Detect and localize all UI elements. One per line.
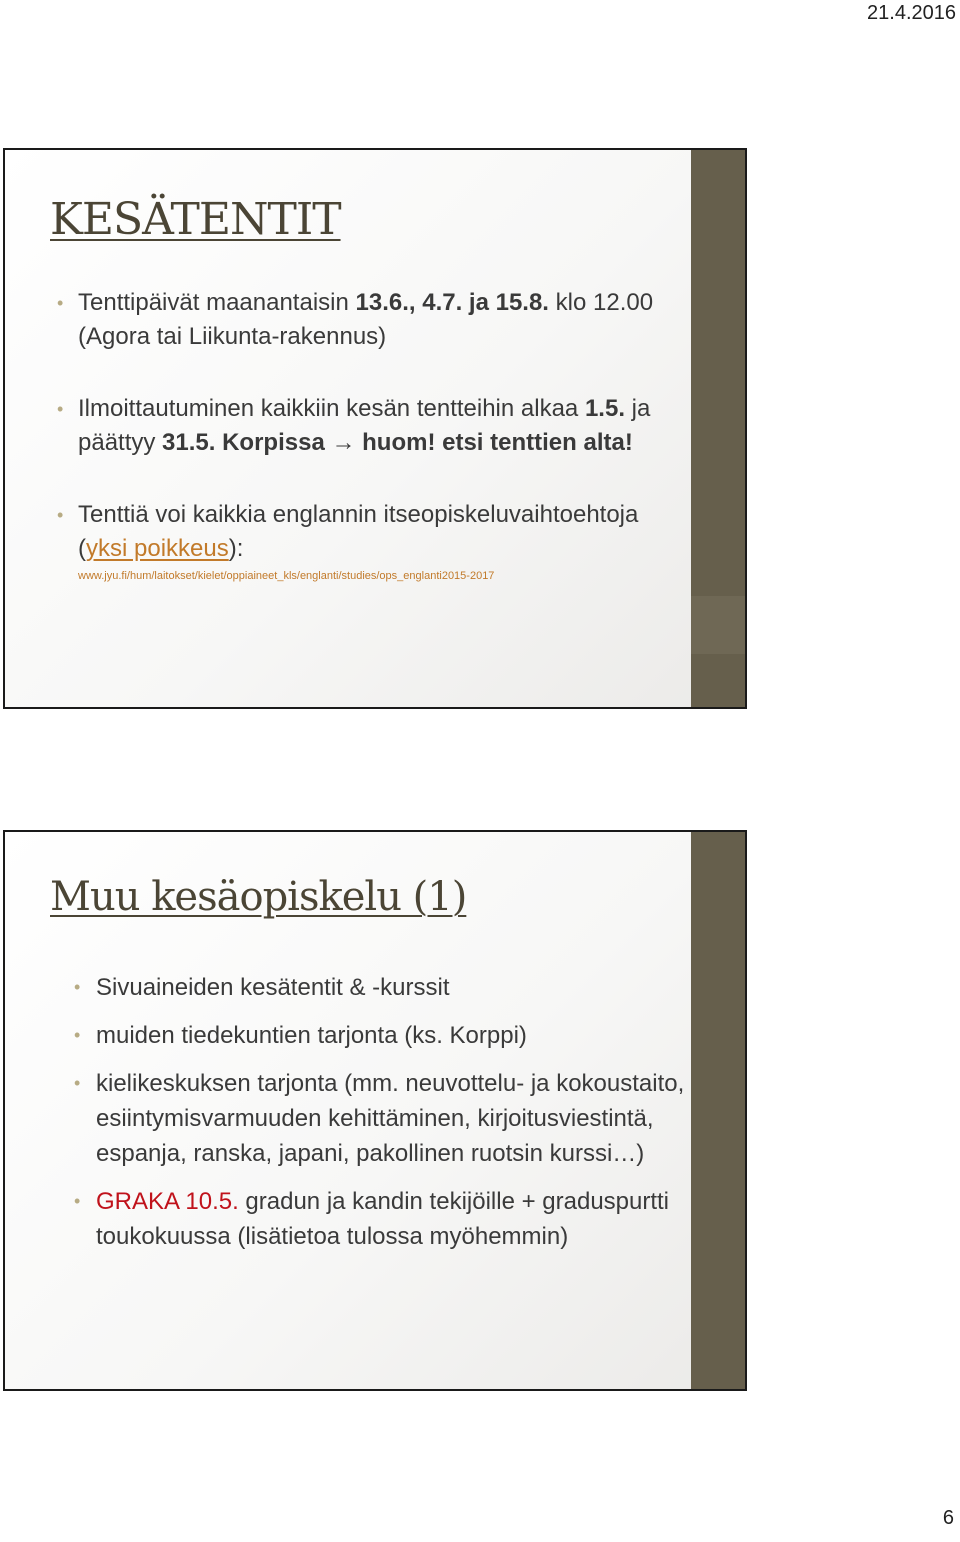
graka-date: GRAKA 10.5. (96, 1188, 239, 1215)
registration-end: 31.5. Korpissa (162, 429, 325, 456)
arrow-right-icon: → (331, 429, 356, 456)
slide-band-accent (691, 596, 745, 654)
slide-muu-kesaopiskelu (3, 830, 747, 1391)
list-item: • Ilmoittautuminen kaikkiin kesän tentteihin alkaa 1.5. ja päättyy 31.5. Korpissa → huom! etsi tenttien alta! (78, 392, 668, 460)
page-date: 21.4.2016 (867, 2, 956, 24)
list-item: • kielikeskuksen tarjonta (mm. neuvottelu- ja kokoustaito, esiintymisvarmuuden kehittäminen, kirjoitusviestintä, espanja, ranska, japani, pakollinen ruotsin kurssi…) (96, 1066, 696, 1171)
list-item: • Tenttiä voi kaikkia englannin itseopiskeluvaihtoehtoja (yksi poikkeus): www.jyu.fi/hum/laitokset/kielet/oppiaineet_kls/englanti/studies/ops_englanti2015-2017 (78, 498, 668, 584)
exam-dates: 13.6., 4.7. ja 15.8. (355, 289, 549, 316)
exception-link[interactable]: yksi poikkeus (86, 535, 229, 562)
list-item: • Tenttipäivät maanantaisin 13.6., 4.7. ja 15.8. klo 12.00 (Agora tai Liikunta-rakennus) (78, 286, 668, 354)
slide-title: KESÄTENTIT (50, 194, 341, 245)
curriculum-url-link[interactable]: www.jyu.fi/hum/laitokset/kielet/oppiaineet_kls/englanti/studies/ops_englanti2015-2017 (78, 570, 495, 582)
bullet-list (96, 970, 696, 1267)
list-item: • GRAKA 10.5. gradun ja kandin tekijöille + graduspurtti toukokuussa (lisätietoa tulossa myöhemmin) (96, 1184, 696, 1254)
slide-title: Muu kesäopiskelu (1) (50, 874, 467, 920)
slide-kesatentit (3, 148, 747, 709)
registration-start: 1.5. (584, 395, 625, 422)
page-number: 6 (942, 1507, 954, 1529)
slide-side-band (691, 832, 745, 1389)
registration-note: huom! etsi tenttien alta! (355, 429, 633, 456)
list-item: • muiden tiedekuntien tarjonta (ks. Korppi) (96, 1018, 696, 1053)
bullet-list (78, 286, 668, 584)
list-item: • Sivuaineiden kesätentit & -kurssit (96, 970, 696, 1005)
